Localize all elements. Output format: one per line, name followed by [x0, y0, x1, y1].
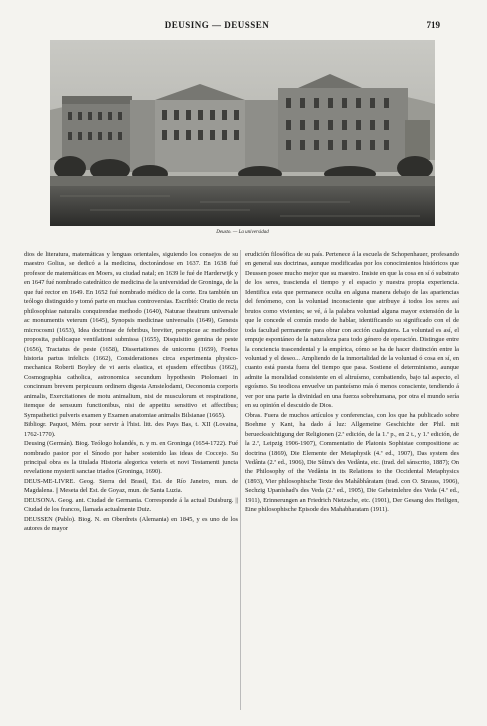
page-number: 719 — [426, 20, 440, 30]
left-paragraph-1: dios de literatura, matemáticas y lenguas orientales, siguiendo los consejos de su maestro Golius, se dedicó a la medicina, doctorándose en 1637. En 1638 fué profesor de matemáticas en Moers, su ciudad natal; en 1639 le fué de Harderwijk y en 1647 fué nombrado catedrático de medicina de la universidad de Groninga, de la que fué rector en 1649. En 1652 fué nombrado médico de la corte. Era también un teólogo distinguido y tomó parte en muchas controversias. Escribió: Oratio de recta philosophiae naturalis conquirendae methodo (1640), Naturae theatrum universale ac monumentis veterum (1645), Synopsis medicinae universalis (1649), Genesis microcosmi (1653), Idea doctrinae de febribus, breviter, perspicue ac methodice proposita, publicaque ventilationi submissa (1655), Disquisitio gemina de peste (1656), Tractatus de peste (1658), Dissertationes de unicornu (1659), Foetus historia partus infelicis (1662), Considerationes circa experimenta physico-mechanica Roberti Boyley de vi aeris elastica, et ejusdem effectibus (1662), Cosmographia catholica, astronomica secundum hypothesin Ptolomaei in concinnum brevem perpicuum ordinem digesta Amstelodami, Oeconomia corporis animalis, Exercitationes de motu animalium, nisi de musculorum et respiratione, itemque de sensuum functionibus, nisi de appetitu sensitivo et affectibus; Sympathetici pulveris examen y Examen anatomiae animalis Bilsianae (1665). — [24, 251, 238, 419]
left-paragraph-4: DEUS-ME-LIVRE. Geog. Sierra del Brasil, Est. de Río Janeiro, mun. de Magdalena. || Meseta del Est. de Goyaz, mun. de Santa Luzia. — [24, 477, 238, 495]
left-paragraph-3: Deusing (Germán). Biog. Teólogo holandés, n. y m. en Groninga (1654-1722). Fué nombrado pastor por el Sínodo por haber sostenido las ideas de Coccejo. Su principal obra es la titulada Historia alegorica veteris et novi Testamenti juncta revelatione mysterii sanctae triados (Groninga, 1690). — [24, 440, 238, 476]
right-paragraph-1: erudición filosófica de su país. Pertenece á la escuela de Schopenhauer, profesando en general sus doctrinas, aunque modificadas por los conocimientos históricos que Deussen posee mucho mejor que su maestro. Insiste en que la cosa en sí ó substrato de los seres, trascienda el tiempo y el espacio y nuestra propia experiencia. Identifica esta que permanece oculta en alguna manera debajo de las apariencias del fenómeno, con la voluntad inconsciente que atribuye á todos los seres así brutos como vivientes; se vé, á la palabra voluntad alguna mayor extensión de la que le concede el común modo de hablar, identificando su significado con el de toda facultad permanente para obrar con acción cualquiera. La voluntad es así, el empuje espontáneo de la naturaleza para todo género de operación. Distingue entre la conciencia trascendental y la empírica, cómo se ha de hacer distinción entre la voluntad y el deseo... Ampliendo de la inmortalidad de la voluntad ó cosa en sí, en cuanto está puesta fuera del tiempo que pasa. Sostiene el determinismo, aunque admite la moralidad consistente en el altruísmo, combatiendo, bajo tal aspecto, el egoísmo. Su teodicea envuelve un panteísmo más ó menos consciente, tendiendo á ver por una parte la divinidad en una fuerza sobrehumana, por otra el mundo sería en su opinión el descuido de Dios. — [245, 251, 459, 410]
left-paragraph-6: DEUSSEN (Pablo). Biog. N. en Oberdreis (Alemania) en 1845, y es uno de los autores de mayor — [24, 515, 238, 533]
university-photo — [50, 40, 435, 226]
left-paragraph-2: Bibliogr. Paquot, Mém. pour servir à l'hist. litt. des Pays Bas, t. XII (Lovaina, 1762-1770). — [24, 421, 238, 438]
university-building-illustration — [50, 40, 435, 226]
right-paragraph-2: Obras. Fuera de muchos artículos y conferencias, con los que ha publicado sobre Boehme y Kant, ha dado á luz: Allgemeine Geschichte der Phil. mit berueckssichtigung der Religionen (2.ª edición, de la 1.ª p., en 2 t., y 1.ª edición, de la 2.ª, Leipzig 1906-1907), Commentatio de Platonis Sophistae compositione ac doctrina (1869), Die Elemente der Metaphysik (4.ª ed., 1907), Das system des Vedânta (2.ª ed., 1906), Die Sûtra's des Vedânta, etc. (trad. del sánscrito, 1887); On the Philosophy of the Vedânta in its Relations to the Occidental Metaphysics (1893), Vier philosophische Texte des Mahâbhâratam (trad. con O. Strauss, 1906), Sechzig Upanishad's des Veda (2.ª ed., 1905), Die Geheimlehre des Veda (4.ª ed., 1911), Erinnerungen an Friedrich Nietzsche, etc. (1901), Der Gesang des Heiligen, Eine philosophische Episode des Mahabharatam (1911). — [245, 411, 459, 514]
figure-caption: Deusto. — La universidad — [216, 230, 269, 235]
left-paragraph-5: DEUSONA. Geog. ant. Ciudad de Germania. Corresponde á la actual Duisburg. || Ciudad de los francos, llamada actualmente Duiz. — [24, 496, 238, 514]
right-column — [245, 250, 459, 710]
running-head: DEUSING — DEUSSEN — [164, 20, 270, 30]
left-column — [24, 250, 238, 710]
page-header — [30, 20, 440, 34]
column-divider — [240, 250, 241, 710]
